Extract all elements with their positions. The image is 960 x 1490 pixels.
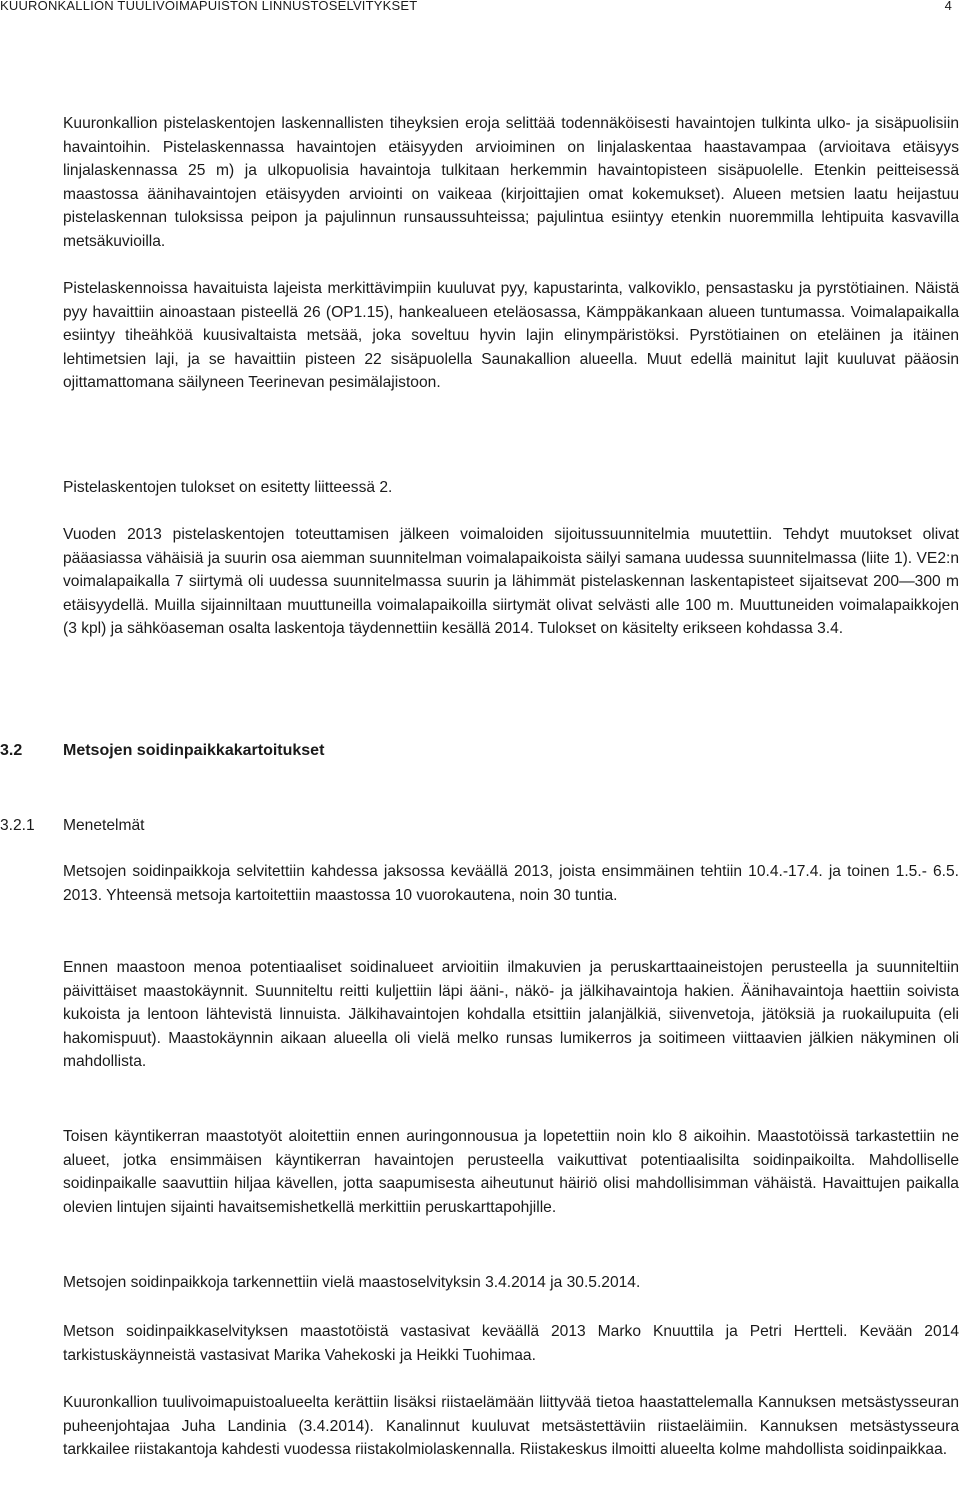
paragraph-text: Kuuronkallion pistelaskentojen laskennallisten tiheyksien eroja selittää todennäköisesti havaintojen tulkinta ulko- ja sisäpuolisiin havaintoihin. Pistelaskennassa havaintojen etäisyyden arvioiminen on linjalaskentaa haastavampaa (arvioitava etäisyys linjalaskennassa 25 m) ja ulkopuolisia havaintoja tulkitaan herkemmin havaintopisteen sisäpuolelle. Etenkin peitteisessä maastossa äänihavaintojen etäisyyden arviointi on vaikeaa (kirjoittajien omat kokemukset). Alueen metsien laatu heijastuu pistelaskennan tuloksissa peipon ja pajulinnun runsaussuhteissa; pajulintua esiintyy etenkin nuoremmilla lehtipuita kasvavilla metsäkuvioilla. (63, 115, 959, 250)
paragraph-text: Metson soidinpaikkaselvityksen maastotöistä vastasivat keväällä 2013 Marko Knuuttila ja Petri Hertteli. Kevään 2014 tarkistuskäynneistä vastasivat Marika Vahekoski ja Heikki Tuohimaa. (63, 1323, 959, 1364)
paragraph-field-preparation (63, 956, 959, 1074)
section-title: Metsojen soidinpaikkakartoitukset (63, 742, 325, 759)
section-number: 3.2.1 (0, 817, 35, 834)
paragraph-text: Metsojen soidinpaikkoja selvitettiin kahdessa jaksossa keväällä 2013, joista ensimmäinen tehtiin 10.4.-17.4. ja toinen 1.5.- 6.5. 2013. Yhteensä metsoja kartoitettiin maastossa 10 vuorokautena, noin 30 tuntia. (63, 863, 959, 904)
page-number: 4 (944, 0, 952, 13)
section-title: Menetelmät (63, 817, 145, 834)
paragraph-notable-species (63, 277, 959, 395)
paragraph-survey-periods (63, 860, 959, 907)
paragraph-text: Vuoden 2013 pistelaskentojen toteuttamisen jälkeen voimaloiden sijoitussuunnitelmia muutettiin. Tehdyt muutokset olivat pääasiassa vähäisiä ja suurin osa aiemman suunnitelman voimalapaikoista säilyi samana uudessa suunnitelmassa (liite 1). VE2:n voimalapaikalla 7 siirtymä oli uudessa suunnitelmassa suurin ja lähimmät pistelaskennan laskentapisteet sijaitsevat 200—300 m etäisyydellä. Muilla sijainniltaan muuttuneilla voimalapaikoilla siirtymät olivat selvästi alle 100 m. Muuttuneiden voimalapaikkojen (3 kpl) ja sähköaseman osalta laskentoja täydennettiin kesällä 2014. Tulokset on käsitelty erikseen kohdassa 3.4. (63, 526, 959, 637)
paragraph-text: Kuuronkallion tuulivoimapuistoalueelta kerättiin lisäksi riistaelämään liittyvää tietoa haastattelemalla Kannuksen metsästysseuran puheenjohtajaa Juha Landinia (3.4.2014). Kanalinnut kuuluvat metsästettäviin riistaeläimiin. Kannuksen metsästysseura tarkkailee riistakantoja kahdesti vuodessa riistakolmiolaskennalla. Riistakeskus ilmoitti alueelta kolme mahdollista soidinpaikkaa. (63, 1394, 959, 1458)
paragraph-results-reference (63, 476, 959, 500)
paragraph-text: Metsojen soidinpaikkoja tarkennettiin vielä maastoselvityksin 3.4.2014 ja 30.5.2014. (63, 1274, 641, 1291)
paragraph-additional-surveys (63, 1271, 959, 1295)
page-header (0, 0, 960, 14)
paragraph-text: Toisen käyntikerran maastotyöt aloitettiin ennen auringonnousua ja lopetettiin noin klo 8 aikoihin. Maastotöissä tarkastettiin ne alueet, jotka ensimmäisen käyntikerran havaintojen perusteella vaikuttivat potentiaalisilta soidinpaikoilta. Mahdolliselle soidinpaikalle saavuttiin hiljaa kävellen, jotta saapumisesta aiheutunut häiriö olisi mahdollisimman vähäistä. Havaittujen paikalla olevien lintujen sijainti havaitsemishetkellä merkittiin peruskarttapohjille. (63, 1128, 959, 1216)
paragraph-text: Pistelaskentojen tulokset on esitetty liitteessä 2. (63, 479, 393, 496)
document-running-title: KUURONKALLION TUULIVOIMAPUISTON LINNUSTOSELVITYKSET (0, 0, 418, 13)
paragraph-plan-changes (63, 523, 959, 641)
paragraph-game-interview (63, 1391, 959, 1462)
section-number: 3.2 (0, 742, 23, 759)
paragraph-responsible-persons (63, 1320, 959, 1367)
paragraph-density-differences (63, 112, 959, 253)
paragraph-text: Pistelaskennoissa havaituista lajeista merkittävimpiin kuuluvat pyy, kapustarinta, valkoviklo, pensastasku ja pyrstötiainen. Näistä pyy havaittiin ainoastaan pisteellä 26 (OP1.15), hankealueen eteläosassa, Kämppäkankaan alueen tuntumassa. Voimalapaikalla esiintyy tiheähköä kuusivaltaista metsää, joka soveltuu hyvin lajin elinympäristöksi. Pyrstötiainen on eteläinen ja itäinen lehtimetsien laji, ja se havaittiin pisteen 22 sisäpuolella Saunakallion alueella. Muut edellä mainitut lajit kuuluvat pääosin ojittamattomana säilyneen Teerinevan pesimälajistoon. (63, 280, 959, 391)
paragraph-second-visit (63, 1125, 959, 1219)
paragraph-text: Ennen maastoon menoa potentiaaliset soidinalueet arvioitiin ilmakuvien ja peruskarttaaineistojen perusteella ja suunniteltiin päivittäiset maastokäynnit. Suunniteltu reitti kuljettiin läpi ääni-, näkö- ja jälkihavaintoja hakien. Äänihavaintoja haettiin soivista kukoista ja lentoon lähtevistä linnuista. Jälkihavaintojen kohdalla etsittiin jalanjälkiä, siivenvetoja, jätöksiä ja ruokailupuita (eli hakomispuut). Maastokäynnin aikaan alueella oli vielä melko runsas lumikerros ja soitimeen viittaavien jälkien näkyminen oli mahdollista. (63, 959, 959, 1070)
